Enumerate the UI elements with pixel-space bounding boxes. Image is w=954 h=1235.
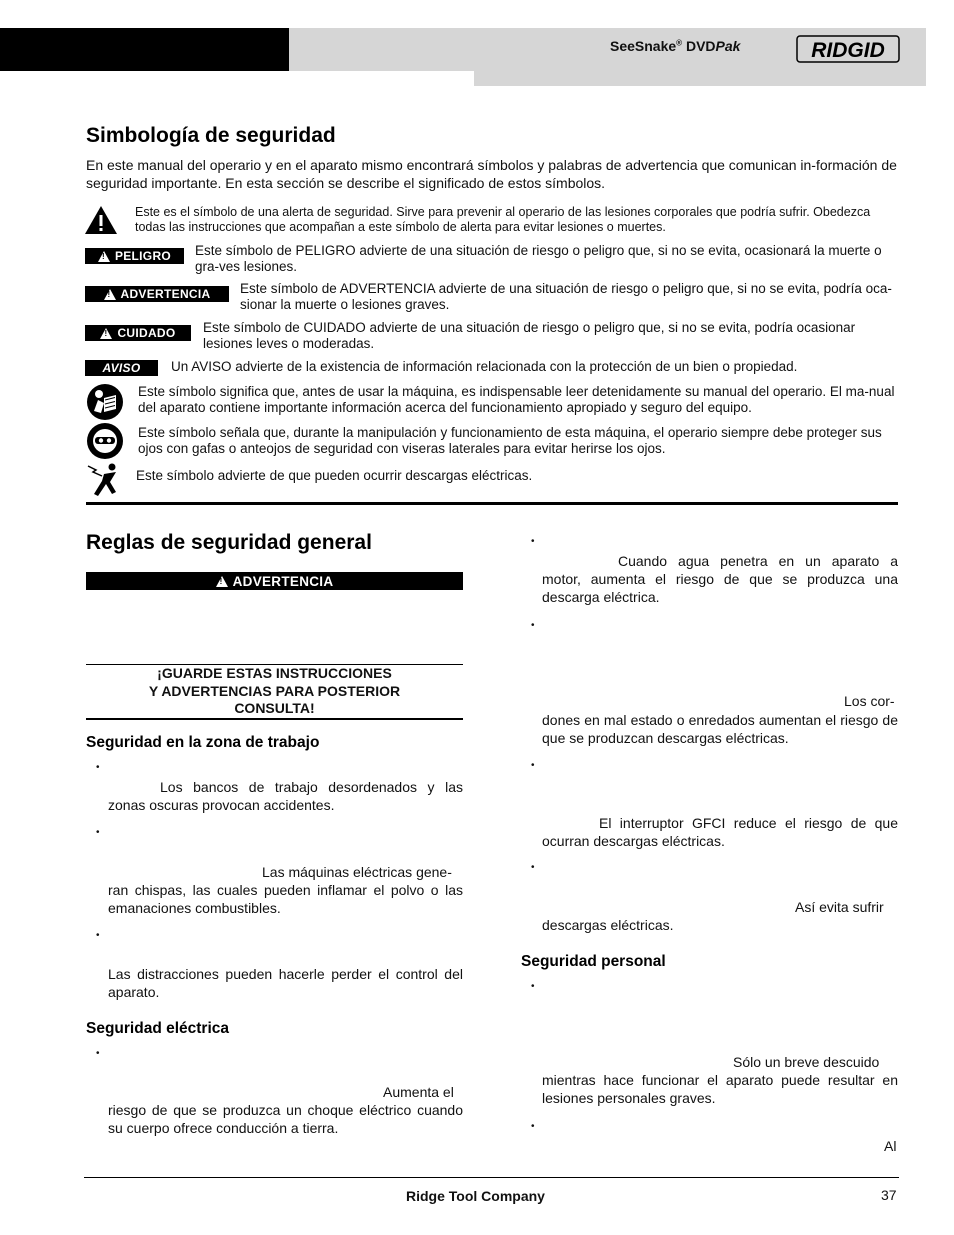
electrical-item-2: Cuando agua penetra en un aparato a motor, aumenta el riesgo de que se produzca una descarga eléctrica. bbox=[542, 553, 898, 605]
electrical-item-4: El interruptor GFCI reduce el riesgo de que ocurran descargas eléctricas. bbox=[542, 815, 898, 849]
symbols-intro: En este manual del operario y en el aparato mismo encontrará símbolos y palabras de advertencia que comunican in-formación de seguridad importante. En esta sección se describe el significado de estos símbolos. bbox=[86, 157, 897, 191]
work-area-item-2b: ran chispas, las cuales pueden inflamar el polvo o las emanaciones combustibles. bbox=[108, 882, 463, 916]
footer-company: Ridge Tool Company bbox=[406, 1188, 545, 1204]
bullet: • bbox=[531, 862, 535, 873]
advertencia-text: Este símbolo de ADVERTENCIA advierte de una situación de riesgo o peligro que, si no se evita, podría oca-sionar la muerte o lesiones graves. bbox=[240, 281, 892, 312]
page-number: 37 bbox=[881, 1187, 897, 1203]
electrical-item-3a: Los cor- bbox=[844, 693, 895, 709]
save-box-bottom-rule bbox=[86, 718, 463, 720]
electrical-item-5a: Así evita sufrir bbox=[795, 899, 884, 915]
electrical-title: Seguridad eléctrica bbox=[86, 1020, 230, 1037]
alert-triangle-icon bbox=[84, 205, 118, 235]
bullet: • bbox=[531, 620, 535, 631]
bullet: • bbox=[531, 536, 535, 547]
bullet: • bbox=[531, 981, 535, 992]
peligro-tag: ! PELIGRO bbox=[85, 248, 184, 264]
general-warning-bar: ! ADVERTENCIA bbox=[86, 572, 463, 590]
aviso-text: Un AVISO advierte de la existencia de información relacionada con la protección de un bien o propiedad. bbox=[171, 359, 798, 374]
header-black-band bbox=[0, 28, 289, 71]
electrical-item-1a: Aumenta el bbox=[383, 1084, 454, 1100]
ridgid-logo-text: RIDGID bbox=[811, 39, 885, 62]
bullet: • bbox=[531, 1121, 535, 1132]
bullet: • bbox=[96, 1048, 100, 1059]
personal-item-1a: Sólo un breve descuido bbox=[733, 1054, 880, 1070]
bullet: • bbox=[96, 762, 100, 773]
warning-icon bbox=[216, 576, 228, 587]
bullet: • bbox=[96, 827, 100, 838]
work-area-item-1: Los bancos de trabajo desordenados y las zonas oscuras provocan accidentes. bbox=[108, 779, 463, 813]
header-product-name: SeeSnake® DVDPak bbox=[610, 38, 741, 54]
electrical-item-1b: riesgo de que se produzca un choque eléctrico cuando su cuerpo ofrece conducción a tierra. bbox=[108, 1102, 463, 1136]
alert-symbol-text: Este es el símbolo de una alerta de seguridad. Sirve para prevenir al operario de las lesiones corporales que podría sufrir. Obedezca todas las instrucciones que acompañan a este símbolo de alerta para evitar lesiones o muertes. bbox=[135, 205, 871, 234]
warning-icon bbox=[98, 251, 110, 262]
save-instructions: ¡GUARDE ESTAS INSTRUCCIONES Y ADVERTENCIAS PARA POSTERIOR CONSULTA! bbox=[148, 665, 401, 716]
personal-item-2: Al bbox=[884, 1138, 897, 1154]
read-manual-text: Este símbolo significa que, antes de usar la máquina, es indispensable leer detenidamente su manual del operario. El ma-nual del aparato contiene importante información acerca del funcionamiento apropiado y seguro del equipo. bbox=[138, 384, 895, 415]
read-manual-icon bbox=[86, 383, 124, 421]
header-gray-strip bbox=[474, 71, 926, 86]
personal-title: Seguridad personal bbox=[521, 953, 666, 970]
ridgid-logo bbox=[796, 33, 900, 65]
electrical-item-3b: dones en mal estado o enredados aumentan el riesgo de que se produzcan descargas eléctricas. bbox=[542, 712, 898, 746]
general-rules-title: Reglas de seguridad general bbox=[86, 531, 372, 554]
work-area-title: Seguridad en la zona de trabajo bbox=[86, 734, 320, 751]
work-area-item-2a: Las máquinas eléctricas gene- bbox=[262, 864, 452, 880]
bullet: • bbox=[531, 760, 535, 771]
safety-goggles-text: Este símbolo señala que, durante la manipulación y funcionamiento de esta máquina, el operario siempre debe proteger sus ojos con gafas o anteojos de seguridad con viseras laterales para evitar herirse los ojos. bbox=[138, 425, 882, 456]
safety-goggles-icon bbox=[86, 422, 124, 460]
electric-shock-text: Este símbolo advierte de que pueden ocurrir descargas eléctricas. bbox=[136, 468, 533, 483]
warning-icon bbox=[104, 289, 116, 300]
warning-icon bbox=[100, 328, 112, 339]
cuidado-text: Este símbolo de CUIDADO advierte de una situación de riesgo o peligro que, si no se evita, podría ocasionar lesiones leves o moderadas. bbox=[203, 320, 856, 351]
bullet: • bbox=[96, 930, 100, 941]
electrical-item-5b: descargas eléctricas. bbox=[542, 917, 674, 933]
work-area-item-3: Las distracciones pueden hacerle perder el control del aparato. bbox=[108, 966, 463, 1000]
electric-shock-icon bbox=[86, 462, 126, 500]
aviso-tag: AVISO bbox=[85, 360, 158, 376]
cuidado-tag: ! CUIDADO bbox=[85, 325, 191, 341]
section-divider bbox=[86, 502, 898, 505]
footer-rule bbox=[84, 1177, 899, 1178]
advertencia-tag: ! ADVERTENCIA bbox=[85, 286, 229, 302]
peligro-text: Este símbolo de PELIGRO advierte de una situación de riesgo o peligro que, si no se evita, ocasionará la muerte o gra-ves lesiones. bbox=[195, 243, 882, 274]
symbols-title: Simbología de seguridad bbox=[86, 124, 336, 147]
personal-item-1b: mientras hace funcionar el aparato puede resultar en lesiones personales graves. bbox=[542, 1072, 898, 1106]
